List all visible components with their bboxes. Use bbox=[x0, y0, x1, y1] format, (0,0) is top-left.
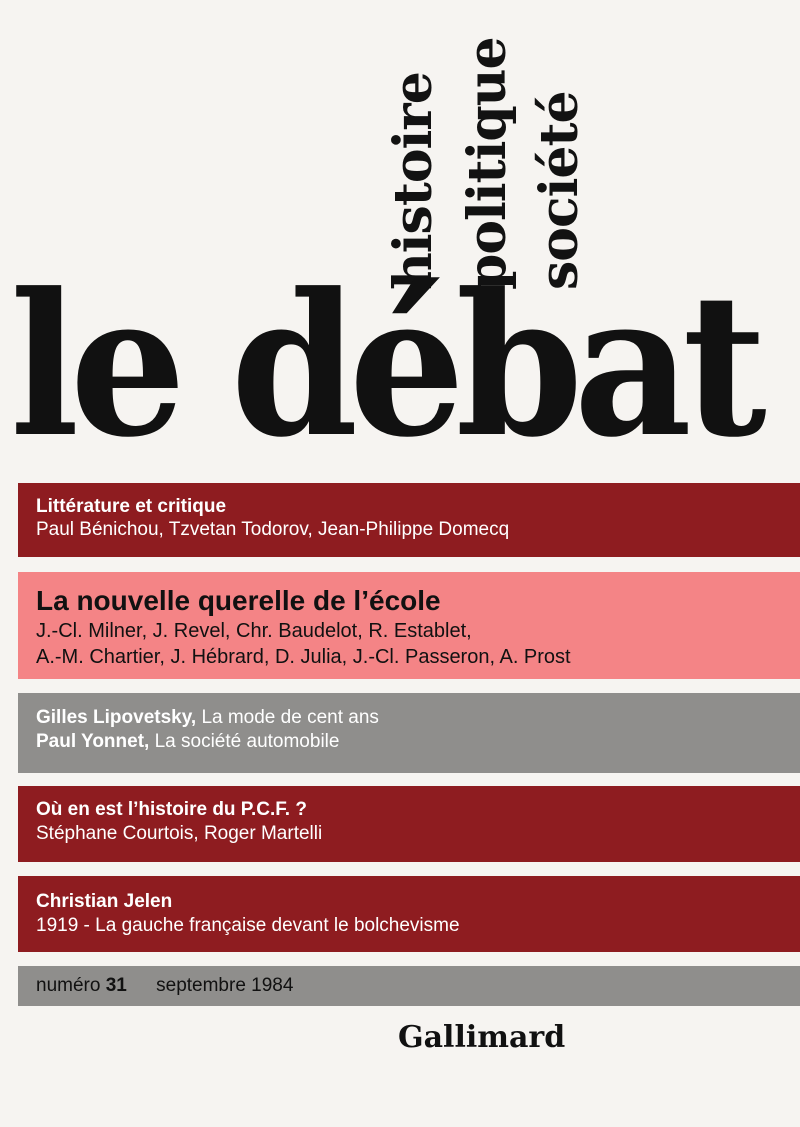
section-title: 1919 - La gauche française devant le bolchevisme bbox=[36, 915, 460, 936]
essay-entry bbox=[36, 706, 800, 730]
issue-label: numéro bbox=[36, 975, 101, 996]
section-heading: Littérature et critique bbox=[36, 496, 227, 517]
issue-number: 31 bbox=[105, 975, 127, 996]
publisher-name: Gallimard bbox=[398, 1020, 566, 1055]
section-authors: Paul Bénichou, Tzvetan Todorov, Jean-Philippe Domecq bbox=[36, 519, 510, 540]
issue-date: septembre 1984 bbox=[156, 975, 294, 996]
section-authors: A.-M. Chartier, J. Hébrard, D. Julia, J.-Cl. Passeron, A. Prost bbox=[36, 646, 571, 668]
magazine-title: le débat bbox=[10, 251, 758, 481]
section-pcf bbox=[18, 786, 800, 862]
section-authors: Stéphane Courtois, Roger Martelli bbox=[36, 823, 323, 844]
subtitle-stack bbox=[383, 20, 590, 290]
section-ecole bbox=[18, 572, 800, 679]
section-authors: J.-Cl. Milner, J. Revel, Chr. Baudelot, R. Establet, bbox=[36, 620, 472, 642]
subtitle-histoire: histoire bbox=[383, 72, 444, 290]
section-heading: Où en est l’histoire du P.C.F. ? bbox=[36, 799, 307, 820]
issue-band bbox=[18, 966, 800, 1006]
section-heading: Christian Jelen bbox=[36, 891, 173, 912]
subtitle-societe: société bbox=[529, 91, 590, 290]
subtitle-politique: politique bbox=[457, 37, 518, 290]
essay-entry bbox=[36, 730, 800, 754]
essay-author: Gilles Lipovetsky, bbox=[36, 707, 197, 728]
section-jelen bbox=[18, 876, 800, 952]
section-essays bbox=[18, 693, 800, 773]
section-litterature bbox=[18, 483, 800, 557]
section-heading: La nouvelle querelle de l’école bbox=[36, 585, 441, 616]
essay-title: La société automobile bbox=[154, 731, 340, 752]
essay-author: Paul Yonnet, bbox=[36, 731, 150, 752]
essay-title: La mode de cent ans bbox=[201, 707, 379, 728]
